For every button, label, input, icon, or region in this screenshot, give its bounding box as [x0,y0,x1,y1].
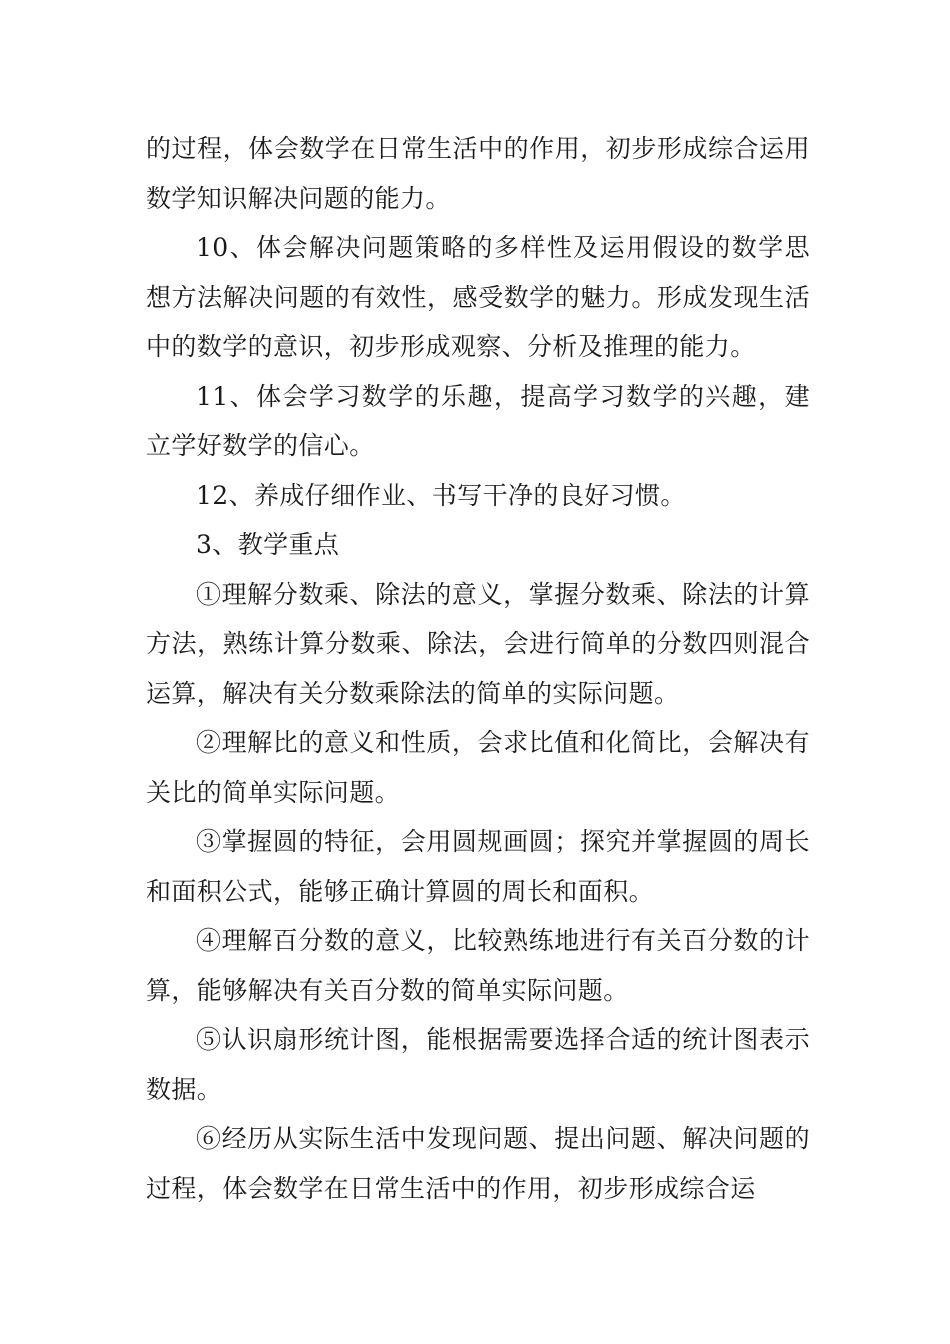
paragraph-item-12: 12、养成仔细作业、书写干净的良好习惯。 [196,480,686,510]
paragraph-focus-1: ①理解分数乘、除法的意义，掌握分数乘、除法的计算方法，熟练计算分数乘、除法，会进行简单的分数四则混合运算，解决有关分数乘除法的简单的实际问题。 [146,579,810,708]
paragraph-focus-6: ⑥经历从实际生活中发现问题、提出问题、解决问题的过程，体会数学在日常生活中的作用，初步形成综合运 [146,1124,810,1203]
paragraph-focus-5: ⑤认识扇形统计图，能根据需要选择合适的统计图表示数据。 [146,1025,810,1104]
paragraph-focus-2: ②理解比的意义和性质，会求比值和化简比，会解决有关比的简单实际问题。 [146,728,810,807]
paragraph-item-10: 10、体会解决问题策略的多样性及运用假设的数学思想方法解决问题的有效性，感受数学的魅力。形成发现生活中的数学的意识，初步形成观察、分析及推理的能力。 [146,233,810,361]
document-body [146,124,810,1213]
section-heading-teaching-focus: 3、教学重点 [196,530,340,559]
paragraph-focus-4: ④理解百分数的意义，比较熟练地进行有关百分数的计算，能够解决有关百分数的简单实际问题。 [146,926,810,1005]
paragraph-focus-3: ③掌握圆的特征，会用圆规画圆；探究并掌握圆的周长和面积公式，能够正确计算圆的周长和面积。 [146,827,810,906]
paragraph-continuation: 的过程，体会数学在日常生活中的作用，初步形成综合运用数学知识解决问题的能力。 [146,134,810,213]
paragraph-item-11: 11、体会学习数学的乐趣，提高学习数学的兴趣，建立学好数学的信心。 [146,381,810,460]
